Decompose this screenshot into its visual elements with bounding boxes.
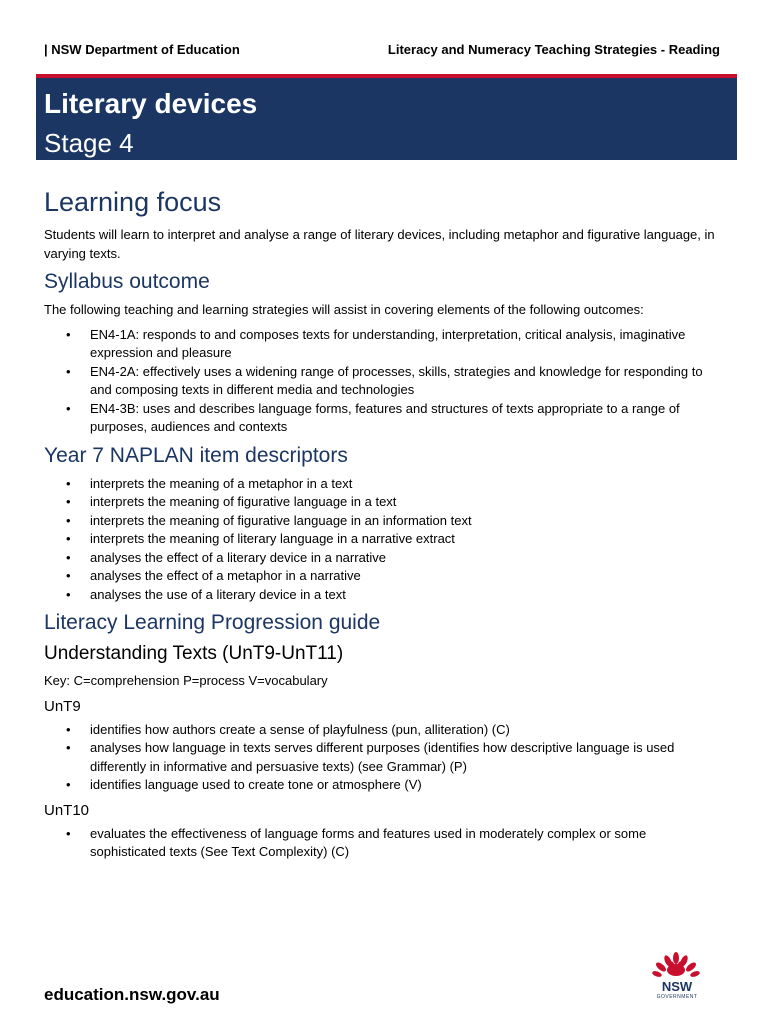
header-document-title: Literacy and Numeracy Teaching Strategies - Reading: [387, 42, 720, 57]
list-item: • interprets the meaning of a metaphor in a text: [90, 475, 724, 494]
list-item: • interprets the meaning of literary language in a narrative extract: [90, 530, 724, 549]
progression-subheading: Understanding Texts (UnT9-UnT11): [44, 643, 344, 664]
list-item: • EN4-2A: effectively uses a widening range of processes, skills, strategies and knowledge for responding to and composing texts in different media and technologies: [90, 363, 724, 400]
list-item: • analyses how language in texts serves different purposes (identifies how descriptive language is used differently in informative and persuasive texts) (see Grammar) (P): [90, 739, 724, 776]
list-item: • evaluates the effectiveness of language forms and features used in moderately complex or some sophisticated texts (See Text Complexity) (C): [90, 825, 724, 862]
list-item: • EN4-1A: responds to and composes texts for understanding, interpretation, critical analysis, imaginative expression and pleasure: [90, 326, 724, 363]
progression-heading: Literacy Learning Progression guide: [44, 611, 381, 634]
naplan-heading: Year 7 NAPLAN item descriptors: [44, 443, 348, 467]
list-item: • analyses the effect of a literary device in a narrative: [90, 549, 724, 568]
list-item: • identifies language used to create tone or atmosphere (V): [90, 776, 724, 795]
learning-focus-text: Students will learn to interpret and analyse a range of literary devices, including metaphor and figurative language, in varying texts.: [44, 227, 715, 261]
learning-focus-heading: Learning focus: [44, 187, 222, 217]
footer-url: education.nsw.gov.au: [44, 985, 220, 1004]
progression-key: Key: C=comprehension P=process V=vocabulary: [44, 673, 328, 688]
unt9-list: [44, 721, 724, 795]
logo-wordmark: NSW: [661, 979, 693, 994]
page-subtitle: Stage 4: [44, 128, 134, 158]
list-item: • interprets the meaning of figurative language in an information text: [90, 512, 724, 531]
unt10-heading: UnT10: [44, 801, 90, 819]
list-item: • analyses the effect of a metaphor in a narrative: [90, 567, 724, 586]
naplan-list: [44, 475, 724, 605]
page-title: Literary devices: [44, 88, 258, 119]
logo-subtext: GOVERNMENT: [656, 994, 698, 1000]
syllabus-heading: Syllabus outcome: [44, 270, 210, 293]
syllabus-list: [44, 326, 724, 437]
unt10-list: [44, 825, 724, 862]
list-item: • EN4-3B: uses and describes language forms, features and structures of texts appropriate to a range of purposes, audiences and contexts: [90, 400, 724, 437]
list-item: • identifies how authors create a sense of playfulness (pun, alliteration) (C): [90, 721, 724, 740]
unt9-heading: UnT9: [44, 697, 81, 715]
syllabus-intro: The following teaching and learning strategies will assist in covering elements of the following outcomes:: [44, 302, 644, 317]
header-department: | NSW Department of Education: [44, 42, 240, 57]
list-item: • interprets the meaning of figurative language in a text: [90, 493, 724, 512]
title-banner: [36, 74, 737, 160]
main-content: [44, 186, 724, 868]
list-item: • analyses the use of a literary device in a text: [90, 586, 724, 605]
